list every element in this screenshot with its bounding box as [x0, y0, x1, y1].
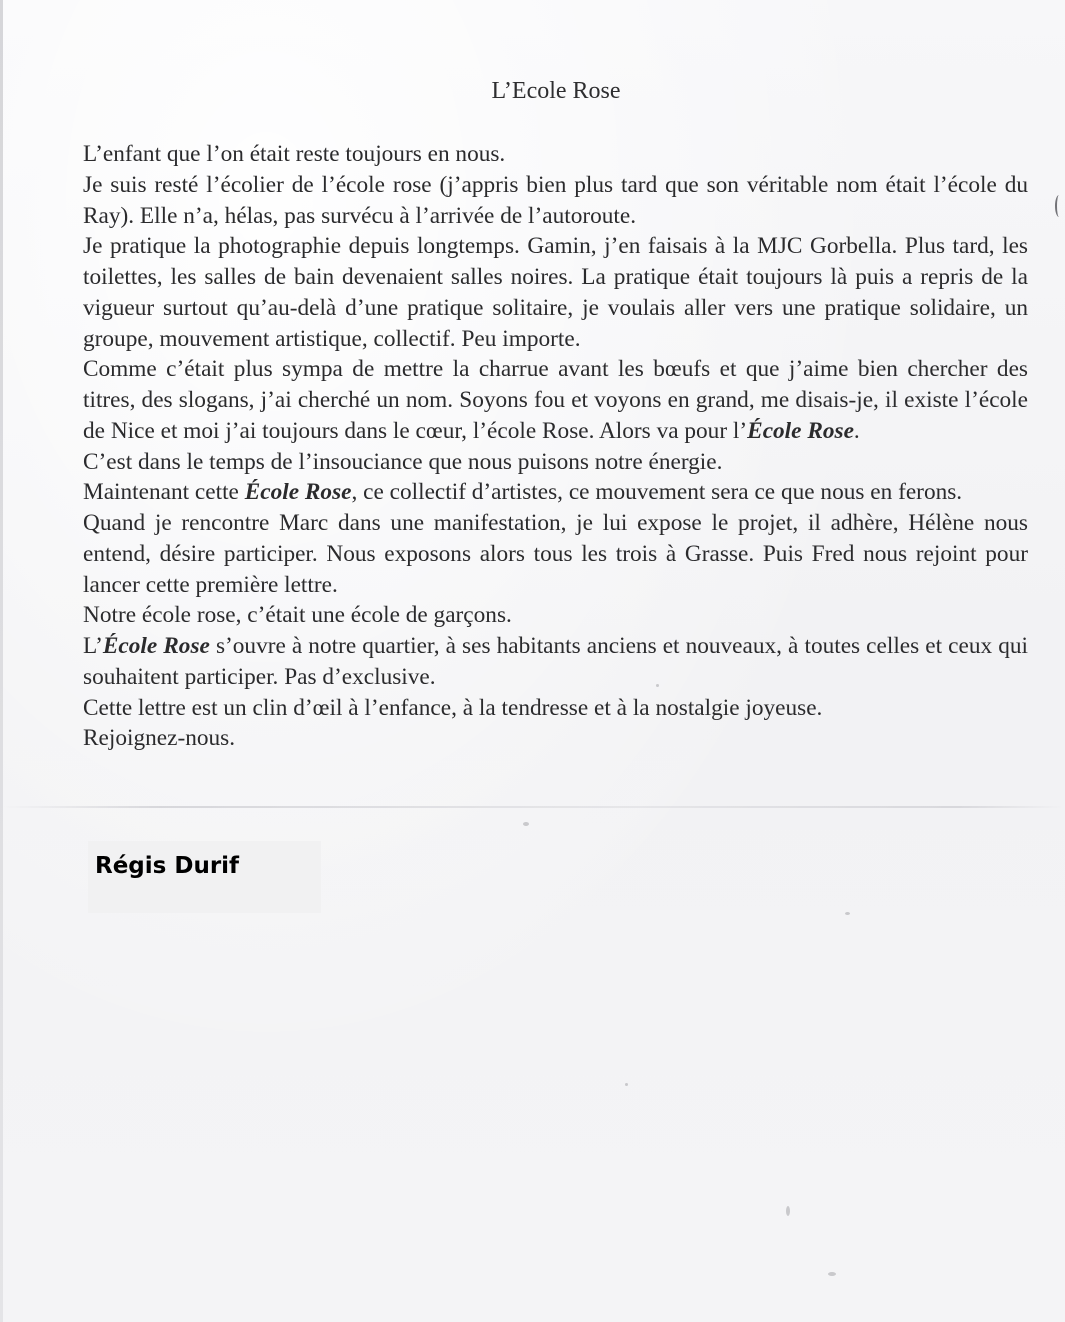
paragraph: Je suis resté l’écolier de l’école rose (j’appris bien plus tard que son véritable nom était l’école du Ray). Elle n’a, hélas, pas survécu à l’arrivée de l’autoroute.	[83, 171, 1028, 229]
document-title: L’Ecole Rose	[491, 78, 621, 104]
paragraph: Notre école rose, c’était une école de garçons.	[83, 602, 512, 629]
paragraph: C’est dans le temps de l’insouciance que nous puisons notre énergie.	[83, 448, 723, 475]
paragraph: Je pratique la photographie depuis longtemps. Gamin, j’en faisais à la MJC Gorbella. Plus tard, les toilettes, les salles de bain devenaient salles noires. La pratique était toujours là puis a repris de la vigueur surtout qu’au-delà d’une pratique solitaire, je voulais aller vers une pratique solidaire, un groupe, mouvement artistique, collectif. Peu importe.	[83, 233, 1028, 352]
letter-body	[83, 139, 1028, 754]
paper-speck	[845, 912, 850, 915]
paragraph-text: s’ouvre à notre quartier, à ses habitants anciens et nouveaux, à toutes celles et ceux qui souhaitent participer. Pas d’exclusive.	[83, 633, 1028, 690]
paragraph: L’enfant que l’on était reste toujours en nous.	[83, 141, 506, 167]
school-name-emphasis: École Rose	[102, 633, 210, 659]
paragraph: Cette lettre est un clin d’œil à l’enfance, à la tendresse et à la nostalgie joyeuse.	[83, 694, 823, 721]
paragraph-text: L’	[83, 633, 103, 659]
paragraph: Quand je rencontre Marc dans une manifestation, je lui expose le projet, il adhère, Hélène nous entend, désire participer. Nous exposons alors tous les trois à Grasse. Puis Fred nous rejoint pour lancer cette première lettre.	[83, 510, 1028, 598]
school-name-emphasis: École Rose	[747, 417, 854, 444]
paragraph-text: , ce collectif d’artistes, ce mouvement sera ce que nous en ferons.	[351, 479, 963, 506]
paragraph	[83, 477, 1028, 508]
paragraph	[83, 631, 1028, 693]
signature: Régis Durif	[95, 853, 240, 879]
paper-left-edge	[0, 0, 3, 1322]
paper-edge-mark	[1055, 195, 1063, 217]
paper-speck	[828, 1272, 836, 1276]
paragraph-text: Comme c’était plus sympa de mettre la charrue avant les bœufs et que j’aime bien chercher des titres, des slogans, j’ai cherché un nom. Soyons fou et voyons en grand, me disais-je, il existe l’école de Nice et moi j’ai toujours dans le cœur, l’école Rose. Alors va pour l’	[83, 356, 1028, 444]
paragraph-text: .	[853, 417, 860, 444]
signature-box	[88, 841, 321, 913]
paper-speck	[523, 822, 529, 826]
paragraph-text: Maintenant cette	[83, 479, 245, 506]
school-name-emphasis: École Rose	[244, 479, 352, 506]
paragraph	[83, 354, 1028, 446]
paper-fold-line	[0, 806, 1065, 808]
paper-speck	[625, 1083, 628, 1086]
paragraph: Rejoignez-nous.	[83, 725, 236, 752]
paper-speck	[786, 1206, 790, 1216]
